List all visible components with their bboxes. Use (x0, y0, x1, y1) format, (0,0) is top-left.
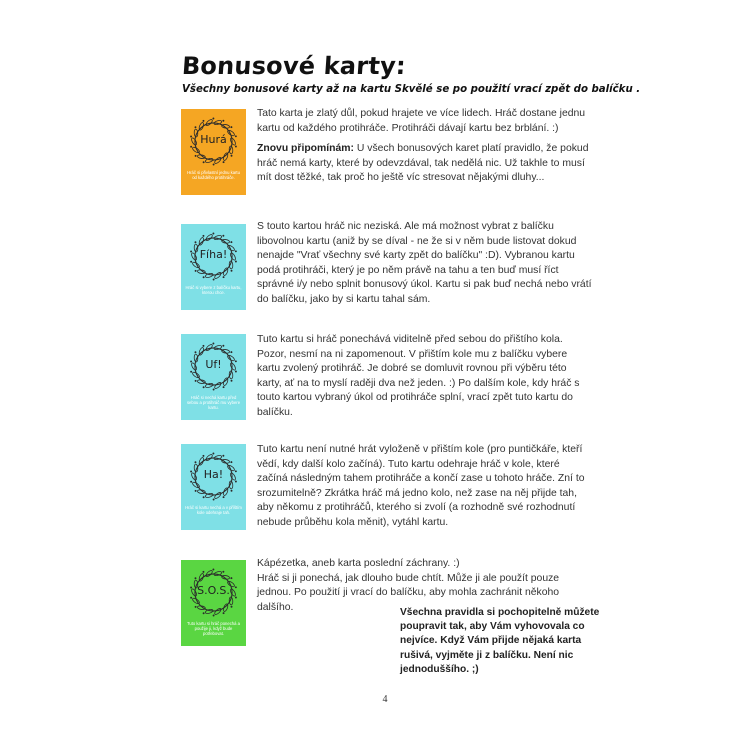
card-fiha (181, 224, 246, 310)
card-note: Tuto kartu si hráč ponechá a použije ji, když bude potřebovat. (187, 621, 240, 636)
wreath-leaf (214, 607, 222, 615)
wreath-berry (230, 461, 232, 463)
wreath-leaf (221, 349, 229, 354)
wreath-leaf (205, 570, 213, 578)
wreath-leaf (214, 381, 222, 389)
card-label: S.O.S. (197, 584, 230, 597)
wreath-berry (195, 351, 197, 353)
wreath-berry (212, 343, 214, 345)
wreath-leaf (197, 489, 205, 494)
wreath-leaf (197, 269, 205, 274)
wreath-berry (203, 276, 205, 278)
wreath-berry (202, 455, 204, 457)
wreath-berry (195, 270, 197, 272)
wreath-leaf (223, 267, 229, 276)
wreath-leaf (223, 152, 229, 161)
card-description (257, 333, 592, 421)
wreath-berry (190, 371, 192, 373)
wreath-berry (222, 235, 224, 237)
wreath-berry (202, 235, 204, 237)
wreath-berry (230, 126, 232, 128)
wreath-berry (213, 388, 215, 390)
wreath-berry (212, 569, 214, 571)
wreath-berry (230, 351, 232, 353)
wreath-berry (213, 163, 215, 165)
card-note: Hráč si kartu nechá a v příštím kole odehraje tah. (185, 505, 242, 515)
paragraph: Hráč si ji ponechá, jak dlouho bude chtít. Může ji ale použít pouze jednou. Po použití ji vrací do balíčku, aby mohla zachránit někoho dalšího. (257, 572, 560, 613)
wreath-leaf (205, 119, 213, 127)
wreath-leaf (198, 347, 204, 356)
wreath-berry (231, 490, 233, 492)
rules-note: Všechna pravidla si pochopitelně můžete poupravit tak, aby Vám vyhovovala co nejvíce. Když Vám přijde nějaká karta rušivá, vyjměte ji z balíčku. Není nic jednoduššího. ;) (400, 607, 600, 675)
wreath-berry (223, 612, 225, 614)
card-hura (181, 109, 246, 195)
wreath-leaf (223, 377, 229, 386)
card-label: Fíha! (199, 248, 228, 261)
wreath-leaf (197, 154, 205, 159)
wreath-berry (213, 614, 215, 616)
wreath-berry (223, 276, 225, 278)
wreath-berry (195, 126, 197, 128)
wreath-berry (231, 606, 233, 608)
wreath-berry (230, 577, 232, 579)
wreath-leaf (205, 234, 213, 242)
card-note: Hráč si vybere z balíčku kartu, kterou chce. (185, 285, 242, 295)
wreath-berry (223, 496, 225, 498)
card-description (257, 220, 592, 308)
wreath-berry (195, 155, 197, 157)
page-number: 4 (382, 694, 388, 705)
wreath-leaf (214, 271, 222, 279)
paragraph: Tuto kartu není nutné hrát vyloženě v přištím kole (pro puntičkáře, kteří vědí, kdy další kolo začíná). Tuto kartu odehraje hráč v kole, které začíná následným tahem protihráče a končí zase u tohoto hráče. Zní to srozumitelně? Zkrátka hráč má jedno kolo, než zase na něj přijde tah, aby někomu z protihráčů, kterého si zvolí (a rozhodně své rozhodnutí nebude průběhu kola měnit), vytáhl kartu. (257, 444, 585, 528)
wreath-berry (202, 345, 204, 347)
card-ha (181, 444, 246, 530)
wreath-berry (202, 571, 204, 573)
wreath-berry (222, 571, 224, 573)
wreath-leaf (221, 239, 229, 244)
wreath-berry (213, 278, 215, 280)
wreath-leaf (197, 605, 205, 610)
paragraph: Kápézetka, aneb karta poslední záchrany. :) (257, 558, 460, 569)
wreath-berry (190, 261, 192, 263)
wreath-leaf (198, 573, 204, 582)
wreath-berry (195, 606, 197, 608)
wreath-berry (203, 612, 205, 614)
wreath-berry (203, 161, 205, 163)
wreath-berry (230, 241, 232, 243)
wreath-leaf (223, 487, 229, 496)
wreath-leaf (223, 603, 229, 612)
card-description (257, 107, 592, 186)
wreath-leaf (198, 457, 204, 466)
wreath-berry (212, 453, 214, 455)
wreath-berry (222, 345, 224, 347)
card-label: Ha! (203, 468, 224, 481)
page-title: Bonusové karty: (181, 52, 407, 80)
wreath-berry (195, 461, 197, 463)
wreath-leaf (197, 379, 205, 384)
wreath-leaf (214, 156, 222, 164)
wreath-berry (190, 597, 192, 599)
card-sos (181, 560, 246, 646)
wreath-leaf (221, 575, 229, 580)
wreath-leaf (198, 237, 204, 246)
card-uf (181, 334, 246, 420)
wreath-berry (195, 241, 197, 243)
wreath-leaf (221, 459, 229, 464)
wreath-berry (203, 386, 205, 388)
wreath-berry (203, 496, 205, 498)
wreath-berry (195, 577, 197, 579)
wreath-berry (190, 146, 192, 148)
wreath-berry (202, 120, 204, 122)
wreath-berry (231, 380, 233, 382)
card-note: Hráč si přivlastní jednu kartu od každého protihráče. (187, 170, 240, 180)
wreath-leaf (205, 454, 213, 462)
card-note: Hráč si nechá kartu před sebou a protihráč mu vybere kartu. (186, 395, 241, 410)
wreath-leaf (214, 491, 222, 499)
wreath-berry (231, 155, 233, 157)
reminder-text: U všech bonusových karet platí pravidlo, že pokud hráč nemá karty, které by odevzdával, tak nedělá nic. Už takhle to musí mít dost těžké, tak proč ho ještě víc stresovat nějakými dluhy... (257, 143, 589, 184)
wreath-berry (212, 118, 214, 120)
page-subtitle: Všechny bonusové karty až na kartu Skvělé se po použití vrací zpět do balíčku . (182, 84, 641, 95)
wreath-berry (222, 120, 224, 122)
paragraph: S touto kartou hráč nic neziská. Ale má možnost vybrat z balíčku libovolnou kartu (aniž by se díval - ne že si v něm bude listovat dokud nenajde "Vrať všechny své karty zpět do balíčku" :D). Vybranou kartu podá protihráči, který je po něm právě na tahu a ten buď musí říct správné i/y nebo splnit bonusový úkol. Kartu si pak buď nechá nebo vrátí do balíčku, jako by si kartu tahal sám. (257, 221, 592, 305)
wreath-berry (231, 270, 233, 272)
wreath-leaf (221, 124, 229, 129)
card-label: Uf! (205, 358, 222, 371)
wreath-berry (190, 481, 192, 483)
paragraph: Tato karta je zlatý důl, pokud hrajete ve více lidech. Hráč dostane jednu kartu od každého protihráče. Protihráči dávají kartu bez brblání. :) (257, 108, 586, 134)
wreath-leaf (198, 122, 204, 131)
wreath-berry (223, 161, 225, 163)
card-description (257, 443, 592, 531)
wreath-leaf (205, 344, 213, 352)
reminder-paragraph (257, 142, 592, 186)
paragraph: Tuto kartu si hráč ponechává viditelně před sebou do přištího kola. Pozor, nesmí na ni zapomenout. V přištím kole mu z balíčku vybere kartu zvolený protihráč. Je dobré se domluvit rovnou při výběru této karty, ať na to myslí raději dva než jeden. :) Po dalším kole, kdy hráč s touto kartou vybraný úkol od protihráče splní, vrací zpět tuto kartu do balíčku. (257, 334, 580, 418)
wreath-berry (195, 490, 197, 492)
reminder-lead: Znovu připomínám: (257, 143, 354, 155)
wreath-berry (223, 386, 225, 388)
wreath-berry (213, 498, 215, 500)
wreath-berry (195, 380, 197, 382)
wreath-berry (212, 233, 214, 235)
card-label: Hurá (200, 133, 227, 146)
wreath-berry (222, 455, 224, 457)
